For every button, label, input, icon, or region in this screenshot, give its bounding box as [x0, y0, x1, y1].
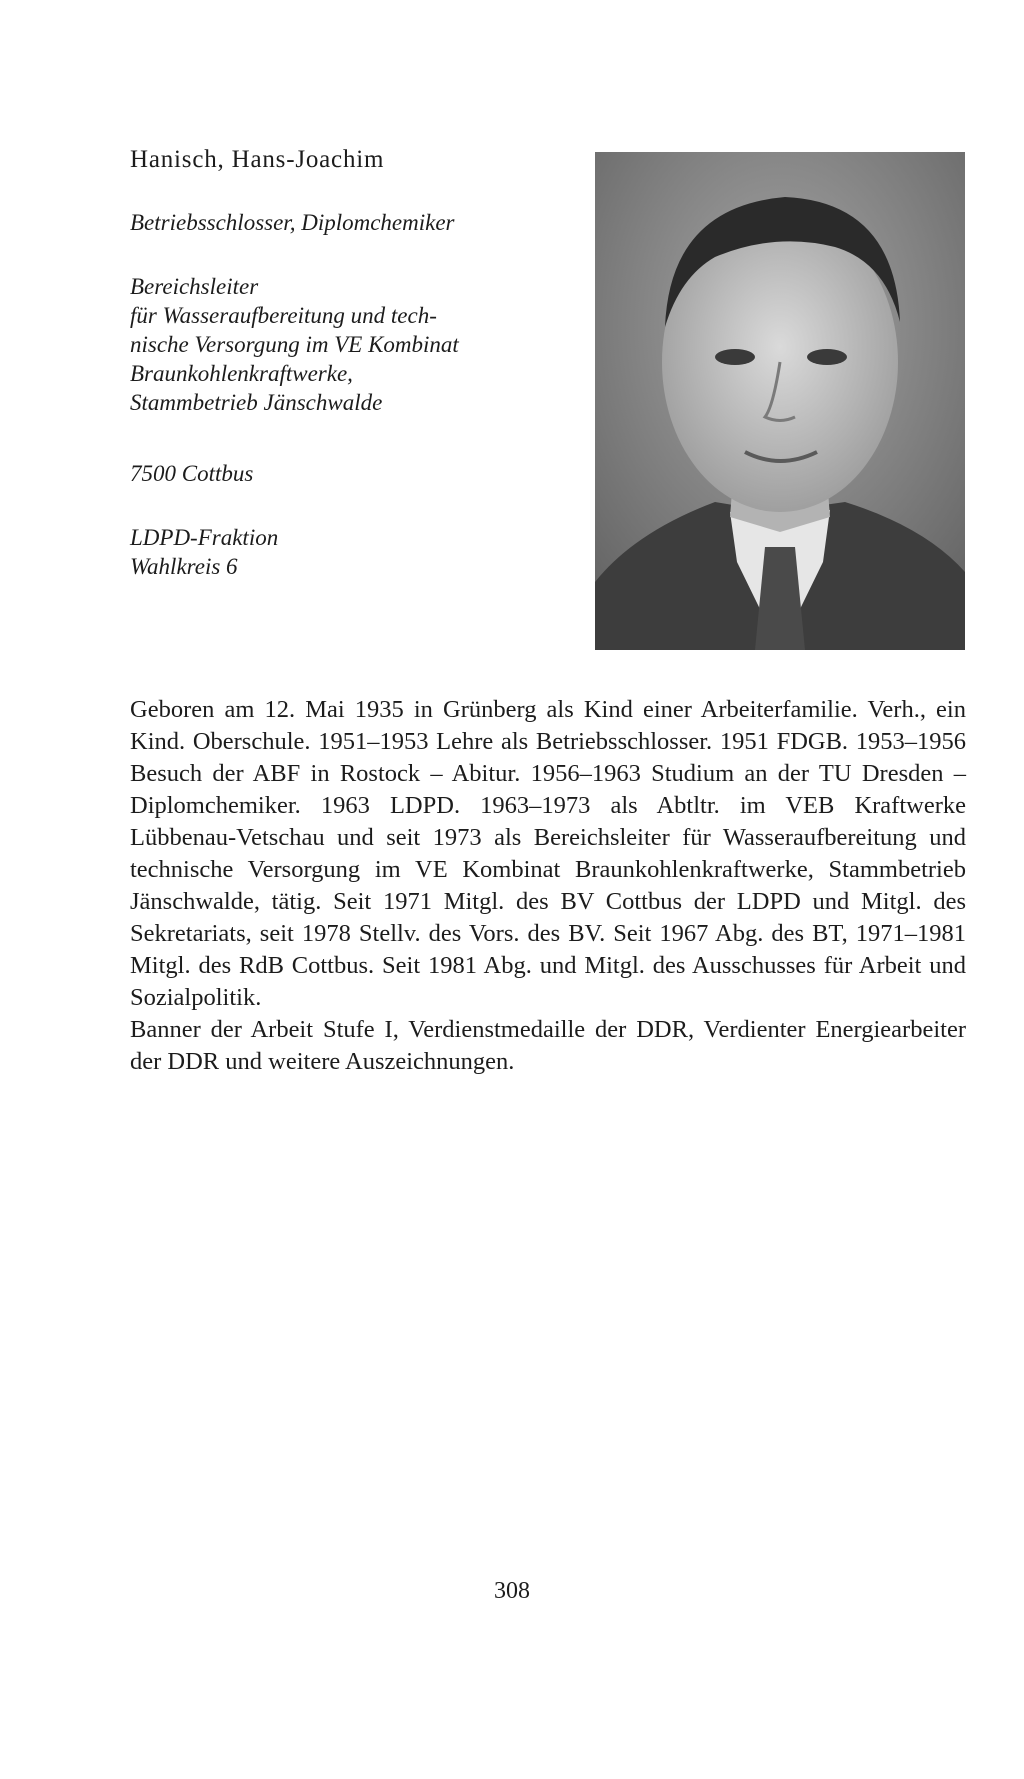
position-line: Stammbetrieb Jänschwalde: [130, 390, 383, 415]
left-eye: [715, 349, 755, 365]
profession: Betriebsschlosser, Diplomchemiker: [130, 210, 455, 235]
faction: LDPD-Fraktion: [130, 525, 279, 550]
portrait-photo: [595, 152, 965, 650]
position-line: Bereichsleiter: [130, 274, 259, 299]
biography-paragraph: Geboren am 12. Mai 1935 in Grünberg als Kind einer Arbeiterfamilie. Verh., ein Kind. Oberschule. 1951–1953 Lehre als Betriebsschlosser. 1951 FDGB. 1953–1956 Besuch der ABF in Rostock – Abitur. 1956–1963 Studium an der TU Dresden – Diplomchemiker. 1963 LDPD. 1963–1973 als Abtltr. im VEB Kraftwerke Lübbenau-Vetschau und seit 1973 als Bereichsleiter für Wasseraufbereitung und technische Versorgung im VE Kombinat Braunkohlenkraftwerke, Stammbetrieb Jänschwalde, tätig. Seit 1971 Mitgl. des BV Cottbus der LDPD und Mitgl. des Sekretariats, seit 1978 Stellv. des Vors. des BV. Seit 1967 Abg. des BT, 1971–1981 Mitgl. des RdB Cottbus. Seit 1981 Abg. und Mitgl. des Ausschusses für Arbeit und Sozialpolitik.: [130, 696, 966, 1011]
address: 7500 Cottbus: [130, 461, 254, 486]
position-line: für Wasseraufbereitung und tech-: [130, 303, 437, 328]
constituency: Wahlkreis 6: [130, 554, 238, 579]
entry-name: Hanisch, Hans-Joachim: [130, 146, 385, 173]
right-eye: [807, 349, 847, 365]
position-line: Braunkohlenkraftwerke,: [130, 361, 353, 386]
biography: [130, 694, 966, 1078]
position-block: [130, 272, 570, 417]
awards-paragraph: Banner der Arbeit Stufe I, Verdienstmedaille der DDR, Verdienter Energiearbeiter der DDR und weitere Auszeichnungen.: [130, 1016, 966, 1075]
portrait-icon: [595, 152, 965, 650]
faction-block: [130, 523, 278, 581]
position-line: nische Versorgung im VE Kombinat: [130, 332, 459, 357]
page-number: 308: [494, 1578, 530, 1604]
